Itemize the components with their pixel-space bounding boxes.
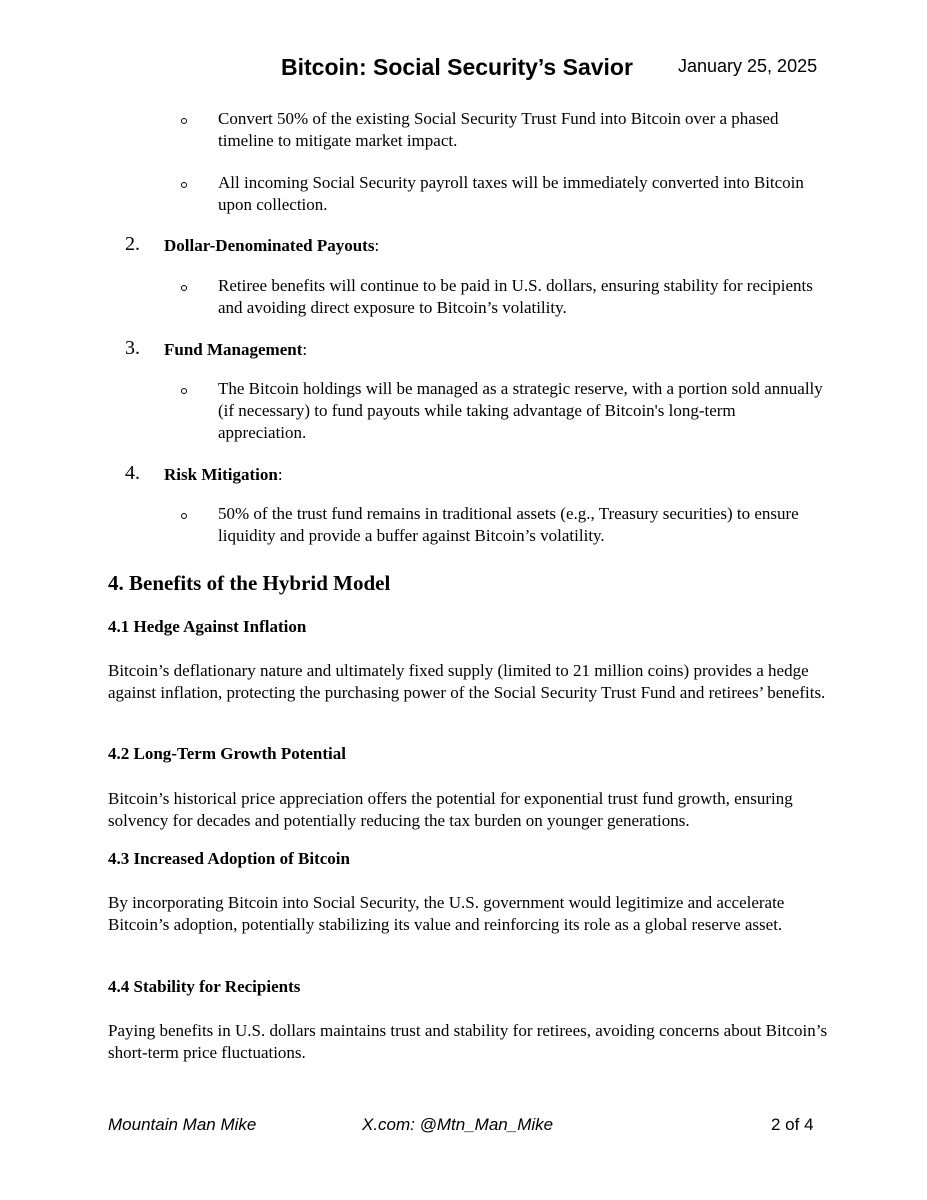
- list-item-heading-colon: :: [277, 465, 283, 484]
- list-item-heading: [164, 234, 379, 258]
- footer-author: Mountain Man Mike: [108, 1115, 257, 1134]
- list-item-text: Convert 50% of the existing Social Security Trust Fund into Bitcoin over a phased timeline to mitigate market impact.: [218, 109, 779, 150]
- paragraph: Bitcoin’s historical price appreciation offers the potential for exponential trust fund growth, ensuring solvency for decades and potentially reducing the tax burden on younger generations.: [108, 789, 793, 830]
- list-number: 2.: [125, 233, 140, 255]
- subsection-heading: 4.3 Increased Adoption of Bitcoin: [108, 849, 350, 868]
- list-item-heading-colon: :: [302, 340, 308, 359]
- footer-handle: X.com: @Mtn_Man_Mike: [362, 1115, 554, 1134]
- list-item-heading-colon: :: [374, 236, 380, 255]
- list-number: 4.: [125, 462, 140, 484]
- page-number: 2 of 4: [771, 1115, 814, 1134]
- document-date: January 25, 2025: [678, 56, 818, 76]
- paragraph: By incorporating Bitcoin into Social Security, the U.S. government would legitimize and accelerate Bitcoin’s adoption, potentially stabilizing its value and reinforcing its role as a global reserve asset.: [108, 893, 785, 934]
- bullet-marker: [181, 513, 187, 519]
- bullet-marker: [181, 118, 187, 124]
- bullet-marker: [181, 182, 187, 188]
- list-item-heading-label: Dollar-Denominated Payouts: [164, 236, 375, 255]
- list-number: 3.: [125, 337, 140, 359]
- section-heading: 4. Benefits of the Hybrid Model: [108, 571, 391, 595]
- list-item-heading: [164, 338, 307, 362]
- document-title: Bitcoin: Social Security’s Savior: [281, 54, 633, 80]
- paragraph: Bitcoin’s deflationary nature and ultimately fixed supply (limited to 21 million coins) provides a hedge against inflation, protecting the purchasing power of the Social Security Trust Fund and retirees’ benefits.: [108, 661, 826, 702]
- subsection-heading: 4.2 Long-Term Growth Potential: [108, 744, 346, 763]
- list-item-heading: [164, 463, 283, 487]
- bullet-marker: [181, 285, 187, 291]
- subsection-heading: 4.4 Stability for Recipients: [108, 977, 301, 996]
- list-item-text: The Bitcoin holdings will be managed as a strategic reserve, with a portion sold annually (if necessary) to fund payouts while taking advantage of Bitcoin's long-term appreciation.: [218, 379, 823, 442]
- list-item-text: All incoming Social Security payroll taxes will be immediately converted into Bitcoin upon collection.: [218, 173, 804, 214]
- bullet-marker: [181, 388, 187, 394]
- paragraph: Paying benefits in U.S. dollars maintains trust and stability for retirees, avoiding concerns about Bitcoin’s short-term price fluctuations.: [108, 1021, 828, 1062]
- subsection-heading: 4.1 Hedge Against Inflation: [108, 617, 307, 636]
- list-item-text: 50% of the trust fund remains in traditional assets (e.g., Treasury securities) to ensure liquidity and provide a buffer against Bitcoin’s volatility.: [218, 504, 799, 545]
- list-item-text: Retiree benefits will continue to be paid in U.S. dollars, ensuring stability for recipients and avoiding direct exposure to Bitcoin’s volatility.: [218, 276, 813, 317]
- list-item-heading-label: Risk Mitigation: [164, 465, 278, 484]
- list-item-heading-label: Fund Management: [164, 340, 303, 359]
